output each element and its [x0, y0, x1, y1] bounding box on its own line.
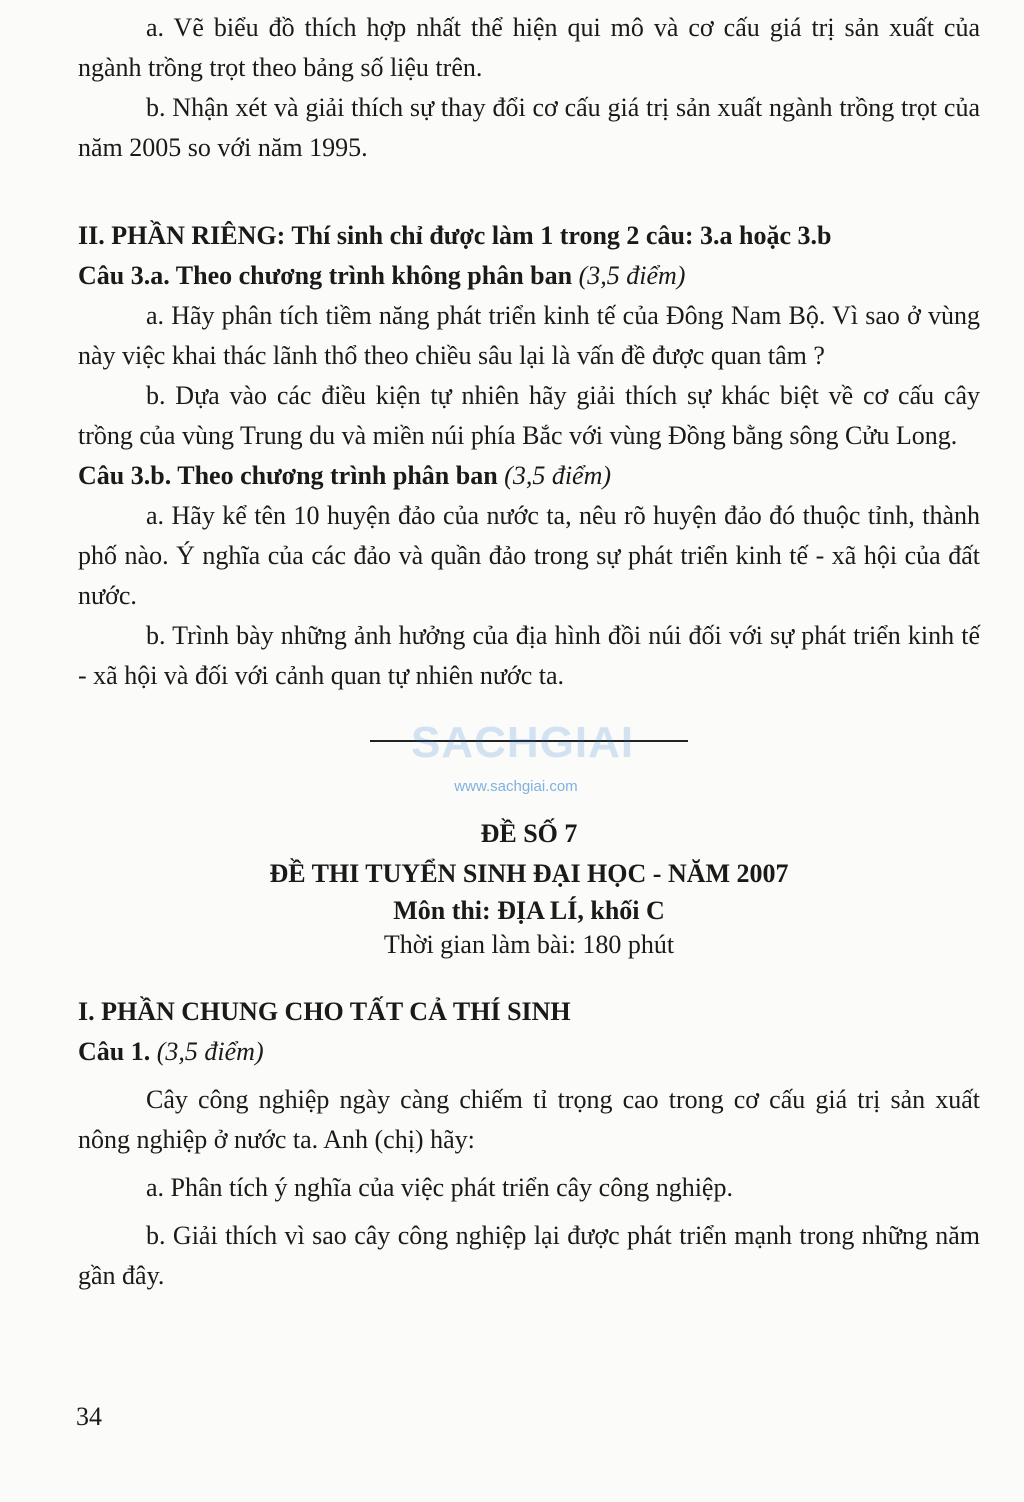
q3a-points: (3,5 điểm) — [578, 261, 686, 290]
q2-part-b: b. Nhận xét và giải thích sự thay đổi cơ cấu giá trị sản xuất ngành trồng trọt của năm 2005 so với năm 1995. — [78, 93, 980, 162]
q2-part-a: a. Vẽ biểu đồ thích hợp nhất thể hiện qui mô và cơ cấu giá trị sản xuất của ngành trồng trọt theo bảng số liệu trên. — [78, 13, 980, 82]
q1-part-a: a. Phân tích ý nghĩa của việc phát triển cây công nghiệp. — [146, 1173, 733, 1202]
q1-intro: Cây công nghiệp ngày càng chiếm tỉ trọng cao trong cơ cấu giá trị sản xuất nông nghiệp ở nước ta. Anh (chị) hãy: — [78, 1085, 980, 1154]
q3a-part-a: a. Hãy phân tích tiềm năng phát triển kinh tế của Đông Nam Bộ. Vì sao ở vùng này việc khai thác lãnh thổ theo chiều sâu lại là vấn đề được quan tâm ? — [78, 301, 980, 370]
q1-part-b: b. Giải thích vì sao cây công nghiệp lại được phát triển mạnh trong những năm gần đây. — [78, 1221, 980, 1290]
watermark-logo: SACHGIAI — [411, 718, 635, 767]
section1-heading: I. PHẦN CHUNG CHO TẤT CẢ THÍ SINH — [78, 997, 571, 1026]
exam-time: Thời gian làm bài: 180 phút — [383, 930, 675, 959]
q1-points: (3,5 điểm) — [156, 1037, 264, 1066]
q3b-part-b: b. Trình bày những ảnh hưởng của địa hình đồi núi đối với sự phát triển kinh tế - xã hội và đối với cảnh quan tự nhiên nước ta. — [78, 621, 980, 690]
page-number: 34 — [76, 1402, 102, 1431]
page-content — [78, 0, 980, 1296]
exam-number: ĐỀ SỐ 7 — [480, 819, 578, 848]
q3b-label: Câu 3.b. Theo chương trình phân ban — [78, 461, 498, 490]
q3a-part-b: b. Dựa vào các điều kiện tự nhiên hãy giải thích sự khác biệt về cơ cấu cây trồng của vùng Trung du và miền núi phía Bắc với vùng Đồng bằng sông Cửu Long. — [78, 381, 980, 450]
q1-heading — [78, 1032, 980, 1072]
q3a-label: Câu 3.a. Theo chương trình không phân ban — [78, 261, 573, 290]
q3b-part-a: a. Hãy kể tên 10 huyện đảo của nước ta, nêu rõ huyện đảo đó thuộc tỉnh, thành phố nào. Ý nghĩa của các đảo và quần đảo trong sự phát triển kinh tế - xã hội của đất nước. — [78, 501, 980, 610]
q1-label: Câu 1. — [78, 1037, 151, 1066]
part2-heading: II. PHẦN RIÊNG: Thí sinh chỉ được làm 1 trong 2 câu: 3.a hoặc 3.b — [78, 221, 832, 250]
exam-subject: Môn thi: ĐỊA LÍ, khối C — [393, 896, 665, 925]
q3a-heading — [78, 256, 980, 296]
q3b-heading — [78, 456, 980, 496]
exam-title: ĐỀ THI TUYỂN SINH ĐẠI HỌC - NĂM 2007 — [269, 859, 789, 888]
q3b-points: (3,5 điểm) — [504, 461, 612, 490]
watermark-url: www.sachgiai.com — [454, 778, 578, 795]
